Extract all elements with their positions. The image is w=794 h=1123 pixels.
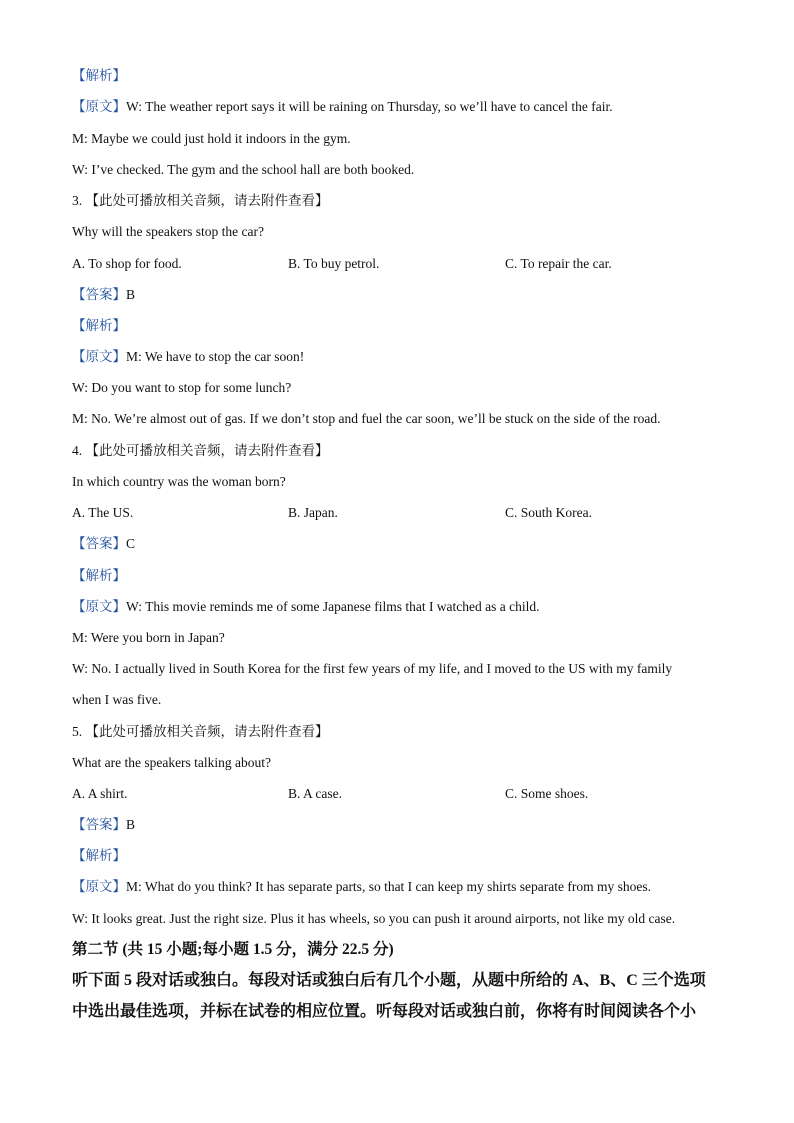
question-3-text: Why will the speakers stop the car? [72, 224, 264, 239]
transcript-tag: 【原文】 [72, 879, 126, 894]
transcript-line: when I was five. [72, 692, 162, 707]
answer-tag: 【答案】 [72, 287, 126, 302]
transcript-line: M: Were you born in Japan? [72, 630, 225, 645]
answer-line [72, 816, 135, 834]
question-4-audio: 4. 【此处可播放相关音频，请去附件查看】 [72, 443, 329, 458]
transcript-line: W: It looks great. Just the right size. Plus it has wheels, so you can push it around airports, not like my old case. [72, 911, 676, 926]
transcript-line [72, 98, 613, 116]
transcript-line [72, 598, 540, 616]
analysis-label: 【解析】 [72, 848, 126, 863]
q4-option-a: A. The US. [72, 505, 134, 520]
transcript-line [72, 348, 304, 366]
transcript-tag: 【原文】 [72, 99, 126, 114]
q4-option-c: C. South Korea. [505, 505, 592, 520]
answer-value: B [126, 287, 136, 302]
q3-option-c: C. To repair the car. [505, 256, 612, 271]
answer-line [72, 535, 135, 553]
transcript-line: M: Maybe we could just hold it indoors in the gym. [72, 131, 351, 146]
question-5-text: What are the speakers talking about? [72, 755, 272, 770]
section-instructions: 中选出最佳选项，并标在试卷的相应位置。听每段对话或独白前，你将有时间阅读各个小 [72, 1003, 697, 1020]
transcript-text: M: What do you think? It has separate parts, so that I can keep my shirts separate from my shoes. [126, 879, 651, 894]
answer-value: B [126, 817, 136, 832]
transcript-tag: 【原文】 [72, 599, 126, 614]
q5-option-a: A. A shirt. [72, 786, 128, 801]
transcript-line: W: Do you want to stop for some lunch? [72, 380, 292, 395]
transcript-line: W: I’ve checked. The gym and the school hall are both booked. [72, 162, 415, 177]
transcript-line: M: No. We’re almost out of gas. If we don’t stop and fuel the car soon, we’ll be stuck on the side of the road. [72, 411, 661, 426]
transcript-text: M: We have to stop the car soon! [126, 349, 305, 364]
answer-tag: 【答案】 [72, 536, 126, 551]
question-3-audio: 3. 【此处可播放相关音频，请去附件查看】 [72, 193, 329, 208]
transcript-line: W: No. I actually lived in South Korea for the first few years of my life, and I moved to the US with my family [72, 661, 673, 676]
section-heading: 第二节 (共 15 小题;每小题 1.5 分，满分 22.5 分) [72, 941, 394, 958]
q3-option-a: A. To shop for food. [72, 256, 182, 271]
question-4-text: In which country was the woman born? [72, 474, 286, 489]
answer-value: C [126, 536, 136, 551]
transcript-text: W: This movie reminds me of some Japanese films that I watched as a child. [126, 599, 540, 614]
question-5-audio: 5. 【此处可播放相关音频，请去附件查看】 [72, 724, 329, 739]
transcript-text: W: The weather report says it will be raining on Thursday, so we’ll have to cancel the fair. [126, 99, 613, 114]
q5-option-b: B. A case. [288, 786, 342, 801]
transcript-tag: 【原文】 [72, 349, 126, 364]
analysis-label: 【解析】 [72, 68, 126, 83]
q5-option-c: C. Some shoes. [505, 786, 589, 801]
section-instructions: 听下面 5 段对话或独白。每段对话或独白后有几个小题，从题中所给的 A、B、C 三个选项 [72, 972, 706, 989]
answer-tag: 【答案】 [72, 817, 126, 832]
analysis-label: 【解析】 [72, 318, 126, 333]
analysis-label: 【解析】 [72, 568, 126, 583]
q4-option-b: B. Japan. [288, 505, 338, 520]
transcript-line [72, 878, 651, 896]
answer-line [72, 286, 135, 304]
q3-option-b: B. To buy petrol. [288, 256, 380, 271]
